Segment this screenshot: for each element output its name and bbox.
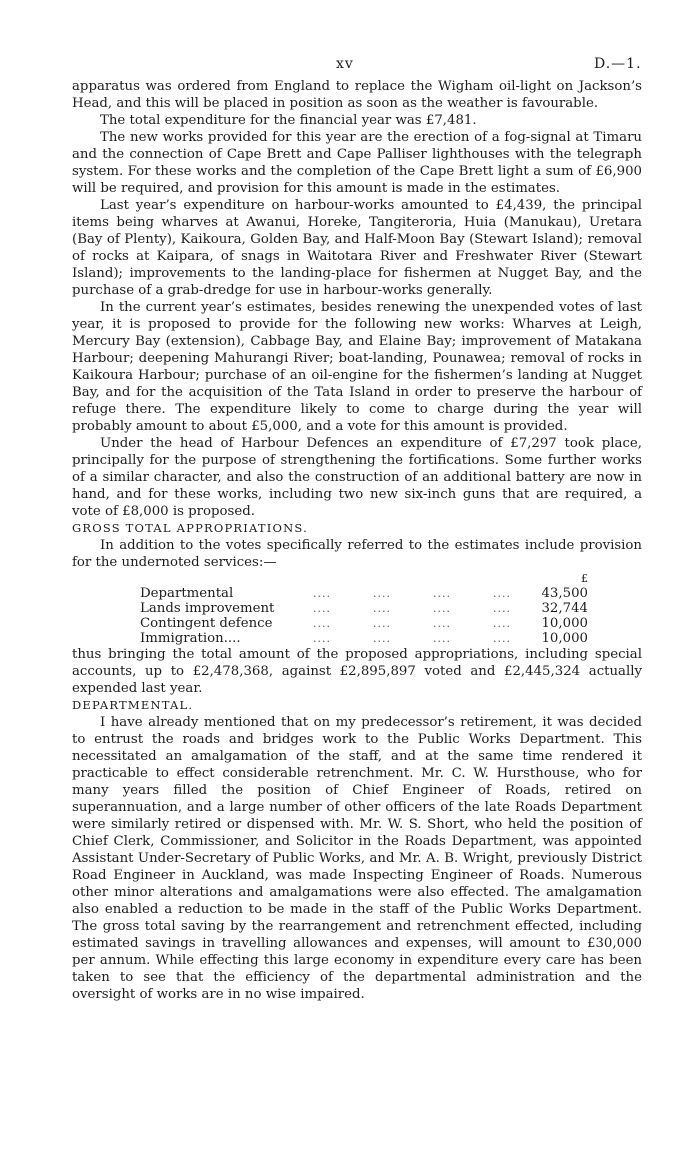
dot-leader: .... [373, 617, 391, 630]
table-row [140, 631, 588, 646]
paragraph-total-expenditure: The total expenditure for the financial year was £7,481. [100, 113, 477, 128]
paragraph-current-estimates: In the current year’s estimates, besides renewing the unexpended votes of last year, it is proposed to provide for the following new works: Wharves at Leigh, Mercury Bay (extension), Cabbage Bay, and Elaine Bay; improvement of Matakana Harbour; deepening Mahurangi River; boat-landing, Pounawea; removal of rocks in Kaikoura Harbour; purchase of an oil-engine for the fishermen’s landing at Nugget Bay, and for the acquisition of the Tata Island in order to preserve the harbour of refuge there. The expenditure likely to come to charge during the year will probably amount to about £5,000, and a vote for this amount is provided. [72, 300, 642, 434]
dot-leader: .... [433, 587, 451, 600]
table-row [140, 586, 588, 601]
section-heading-departmental: DEPARTMENTAL. [72, 698, 194, 712]
row-label: Lands improvement [140, 601, 275, 616]
dot-leader: .... [373, 632, 391, 645]
dot-leader: .... [433, 617, 451, 630]
dot-leader: .... [433, 602, 451, 615]
dot-leader: .... [373, 587, 391, 600]
paragraph-gross-summary: thus bringing the total amount of the proposed appropriations, including special accounts, up to £2,478,368, against £2,895,897 voted and £2,445,324 actually expended last year. [72, 647, 642, 696]
dot-leader: .... [313, 617, 331, 630]
paragraph-harbour-defences: Under the head of Harbour Defences an expenditure of £7,297 took place, principally for the purpose of strengthening the fortifications. Some further works of a similar character, and also the construction of an additional battery are now in hand, and for these works, including two new six-inch guns that are required, a vote of £8,000 is proposed. [72, 436, 642, 519]
paragraph-departmental: I have already mentioned that on my predecessor’s retirement, it was decided to entrust the roads and bridges work to the Public Works Department. This necessitated an amalgamation of the staff, and at the same time rendered it practicable to effect considerable retrenchment. Mr. C. W. Hursthouse, who for many years filled the position of Chief Engineer of Roads, retired on superannuation, and a large number of other officers of the late Roads Department were similarly retired or dispensed with. Mr. W. S. Short, who held the position of Chief Clerk, Commissioner, and Solicitor in the Roads Department, was appointed Assistant Under-Secretary of Public Works, and Mr. A. B. Wright, previously District Road Engineer in Auckland, was made Inspecting Engineer of Roads. Numerous other minor alterations and amalgamations were also effected. The amalgamation also enabled a reduction to be made in the staff of the Public Works Department. The gross total saving by the rearrangement and retrenchment effected, including estimated savings in travelling allowances and expenses, will amount to £30,000 per annum. While effecting this large economy in expenditure every care has been taken to see that the efficiency of the departmental administration and the oversight of works are in no wise impaired. [72, 715, 642, 1002]
dot-leader: .... [313, 632, 331, 645]
table-row [140, 601, 588, 616]
dot-leader: .... [313, 587, 331, 600]
page-header [0, 56, 700, 76]
dot-leader: .... [493, 617, 511, 630]
dot-leader: .... [493, 632, 511, 645]
page-body [72, 78, 642, 1003]
dot-leader: .... [493, 587, 511, 600]
row-amount: 32,744 [541, 601, 588, 616]
dot-leader: .... [433, 632, 451, 645]
paragraph-new-works: The new works provided for this year are the erection of a fog-signal at Timaru and the connection of Cape Brett and Cape Palliser lighthouses with the telegraph system. For these works and the completion of the Cape Brett light a sum of £6,900 will be required, and provision for this amount is made in the estimates. [72, 130, 642, 196]
appropriations-table [140, 571, 588, 646]
page-number: xv [336, 56, 354, 72]
row-label: Contingent defence [140, 616, 273, 631]
paragraph-harbour-works: Last year’s expenditure on harbour-works amounted to £4,439, the principal items being wharves at Awanui, Horeke, Tangiteroria, Huia (Manukau), Uretara (Bay of Plenty), Kaikoura, Golden Bay, and Half-Moon Bay (Stewart Island); removal of rocks at Kaipara, of snags in Waitotara River and Freshwater River (Stewart Island); improvements to the landing-place for fishermen at Nugget Bay, and the purchase of a grab-dredge for use in harbour-works generally. [72, 198, 642, 298]
dot-leader: .... [493, 602, 511, 615]
paragraph-gross-intro: In addition to the votes specifically referred to the estimates include provision for the undernoted services:— [72, 538, 642, 570]
document-reference: D.—1. [594, 56, 642, 72]
row-label: Departmental [140, 586, 234, 601]
row-amount: 10,000 [541, 631, 588, 646]
dot-leader: .... [313, 602, 331, 615]
section-heading-gross-appropriations: GROSS TOTAL APPROPRIATIONS. [72, 521, 308, 535]
table-row [140, 616, 588, 631]
currency-unit: £ [581, 572, 588, 585]
row-label: Immigration.... [140, 631, 241, 646]
dot-leader: .... [373, 602, 391, 615]
paragraph-lighthouse-apparatus: apparatus was ordered from England to replace the Wigham oil-light on Jackson’s Head, and this will be placed in position as soon as the weather is favourable. [72, 79, 642, 111]
row-amount: 10,000 [541, 616, 588, 631]
row-amount: 43,500 [541, 586, 588, 601]
appropriations-unit-row [140, 571, 588, 586]
